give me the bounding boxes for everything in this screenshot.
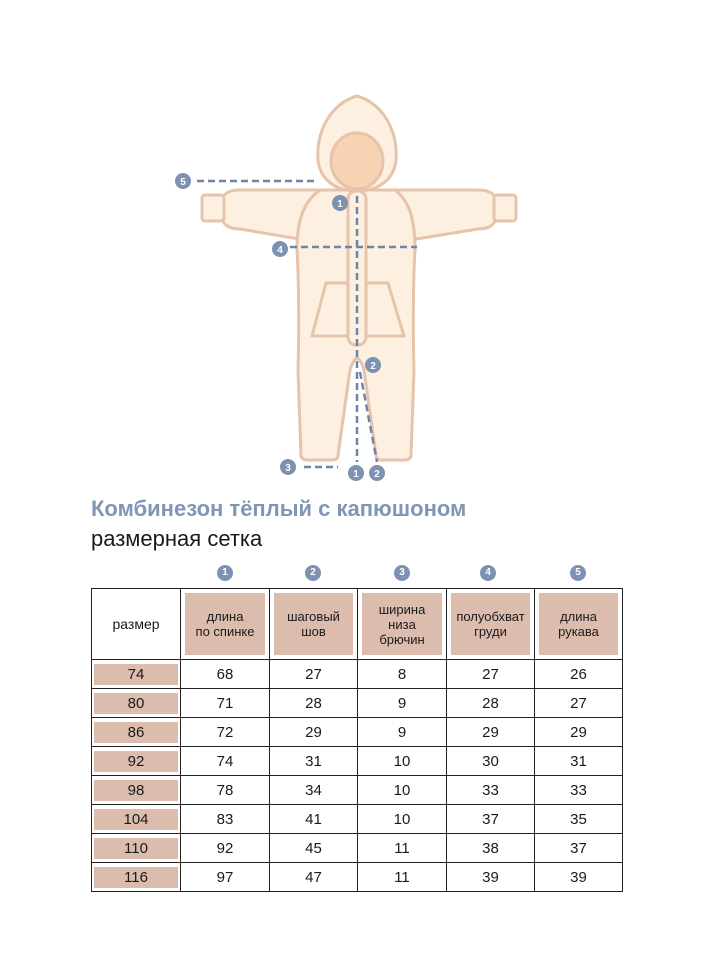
table-cell: 68 [181, 660, 270, 689]
column-number-badge: 4 [480, 565, 496, 581]
table-row [92, 689, 623, 718]
column-header-sleeve-length: длина рукава [535, 589, 623, 660]
column-header-leg-width: ширина низа брючин [358, 589, 447, 660]
table-row [92, 660, 623, 689]
size-cell: 110 [92, 834, 181, 863]
table-cell: 78 [181, 776, 270, 805]
table-cell: 37 [535, 834, 623, 863]
table-cell: 26 [535, 660, 623, 689]
table-cell: 97 [181, 863, 270, 892]
table-row [92, 834, 623, 863]
table-cell: 8 [358, 660, 447, 689]
column-header-half-chest: полуобхват груди [447, 589, 535, 660]
table-cell: 27 [447, 660, 535, 689]
table-cell: 27 [270, 660, 358, 689]
column-header-back-length: длина по спинке [181, 589, 270, 660]
table-cell: 71 [181, 689, 270, 718]
column-header-inseam: шаговый шов [270, 589, 358, 660]
table-cell: 39 [535, 863, 623, 892]
table-cell: 9 [358, 689, 447, 718]
table-cell: 34 [270, 776, 358, 805]
marker-half-chest [272, 241, 288, 257]
column-number-badges [0, 565, 728, 583]
marker-sleeve-length [175, 173, 191, 189]
size-cell: 86 [92, 718, 181, 747]
size-table [91, 588, 623, 892]
svg-text:1: 1 [353, 469, 359, 480]
table-cell: 27 [535, 689, 623, 718]
right-cuff [494, 195, 516, 221]
table-cell: 29 [535, 718, 623, 747]
svg-text:1: 1 [337, 199, 343, 210]
svg-text:4: 4 [277, 245, 283, 256]
size-chart-subtitle: размерная сетка [91, 526, 263, 551]
table-cell: 11 [358, 834, 447, 863]
size-cell: 116 [92, 863, 181, 892]
table-cell: 31 [535, 747, 623, 776]
table-cell: 38 [447, 834, 535, 863]
table-cell: 37 [447, 805, 535, 834]
column-number-badge: 3 [394, 565, 410, 581]
table-cell: 83 [181, 805, 270, 834]
svg-text:2: 2 [374, 469, 380, 480]
table-cell: 92 [181, 834, 270, 863]
table-header-row [92, 589, 623, 660]
table-cell: 9 [358, 718, 447, 747]
marker-leg-width [280, 459, 296, 475]
jumpsuit-drawing [202, 96, 516, 460]
marker-inseam-bottom [369, 465, 385, 481]
table-cell: 35 [535, 805, 623, 834]
marker-inseam-top [365, 357, 381, 373]
table-row [92, 863, 623, 892]
table-cell: 39 [447, 863, 535, 892]
svg-text:5: 5 [180, 177, 186, 188]
size-column-header: размер [92, 589, 181, 660]
table-row [92, 747, 623, 776]
table-cell: 47 [270, 863, 358, 892]
svg-text:2: 2 [370, 361, 376, 372]
table-row [92, 776, 623, 805]
size-cell: 80 [92, 689, 181, 718]
table-cell: 10 [358, 747, 447, 776]
size-cell: 98 [92, 776, 181, 805]
face [331, 133, 383, 189]
table-cell: 29 [270, 718, 358, 747]
table-cell: 72 [181, 718, 270, 747]
size-cell: 74 [92, 660, 181, 689]
table-row [92, 718, 623, 747]
size-cell: 92 [92, 747, 181, 776]
svg-text:3: 3 [285, 463, 291, 474]
table-row [92, 805, 623, 834]
table-cell: 29 [447, 718, 535, 747]
column-number-badge: 1 [217, 565, 233, 581]
size-cell: 104 [92, 805, 181, 834]
table-cell: 33 [447, 776, 535, 805]
table-cell: 33 [535, 776, 623, 805]
marker-back-length-bottom [348, 465, 364, 481]
table-cell: 10 [358, 776, 447, 805]
table-cell: 45 [270, 834, 358, 863]
table-cell: 10 [358, 805, 447, 834]
table-cell: 31 [270, 747, 358, 776]
table-cell: 74 [181, 747, 270, 776]
table-cell: 28 [270, 689, 358, 718]
column-number-badge: 2 [305, 565, 321, 581]
table-cell: 11 [358, 863, 447, 892]
table-cell: 41 [270, 805, 358, 834]
product-title: Комбинезон тёплый с капюшоном [91, 496, 467, 521]
column-number-badge: 5 [570, 565, 586, 581]
left-cuff [202, 195, 224, 221]
table-cell: 28 [447, 689, 535, 718]
table-cell: 30 [447, 747, 535, 776]
marker-back-length-top [332, 195, 348, 211]
